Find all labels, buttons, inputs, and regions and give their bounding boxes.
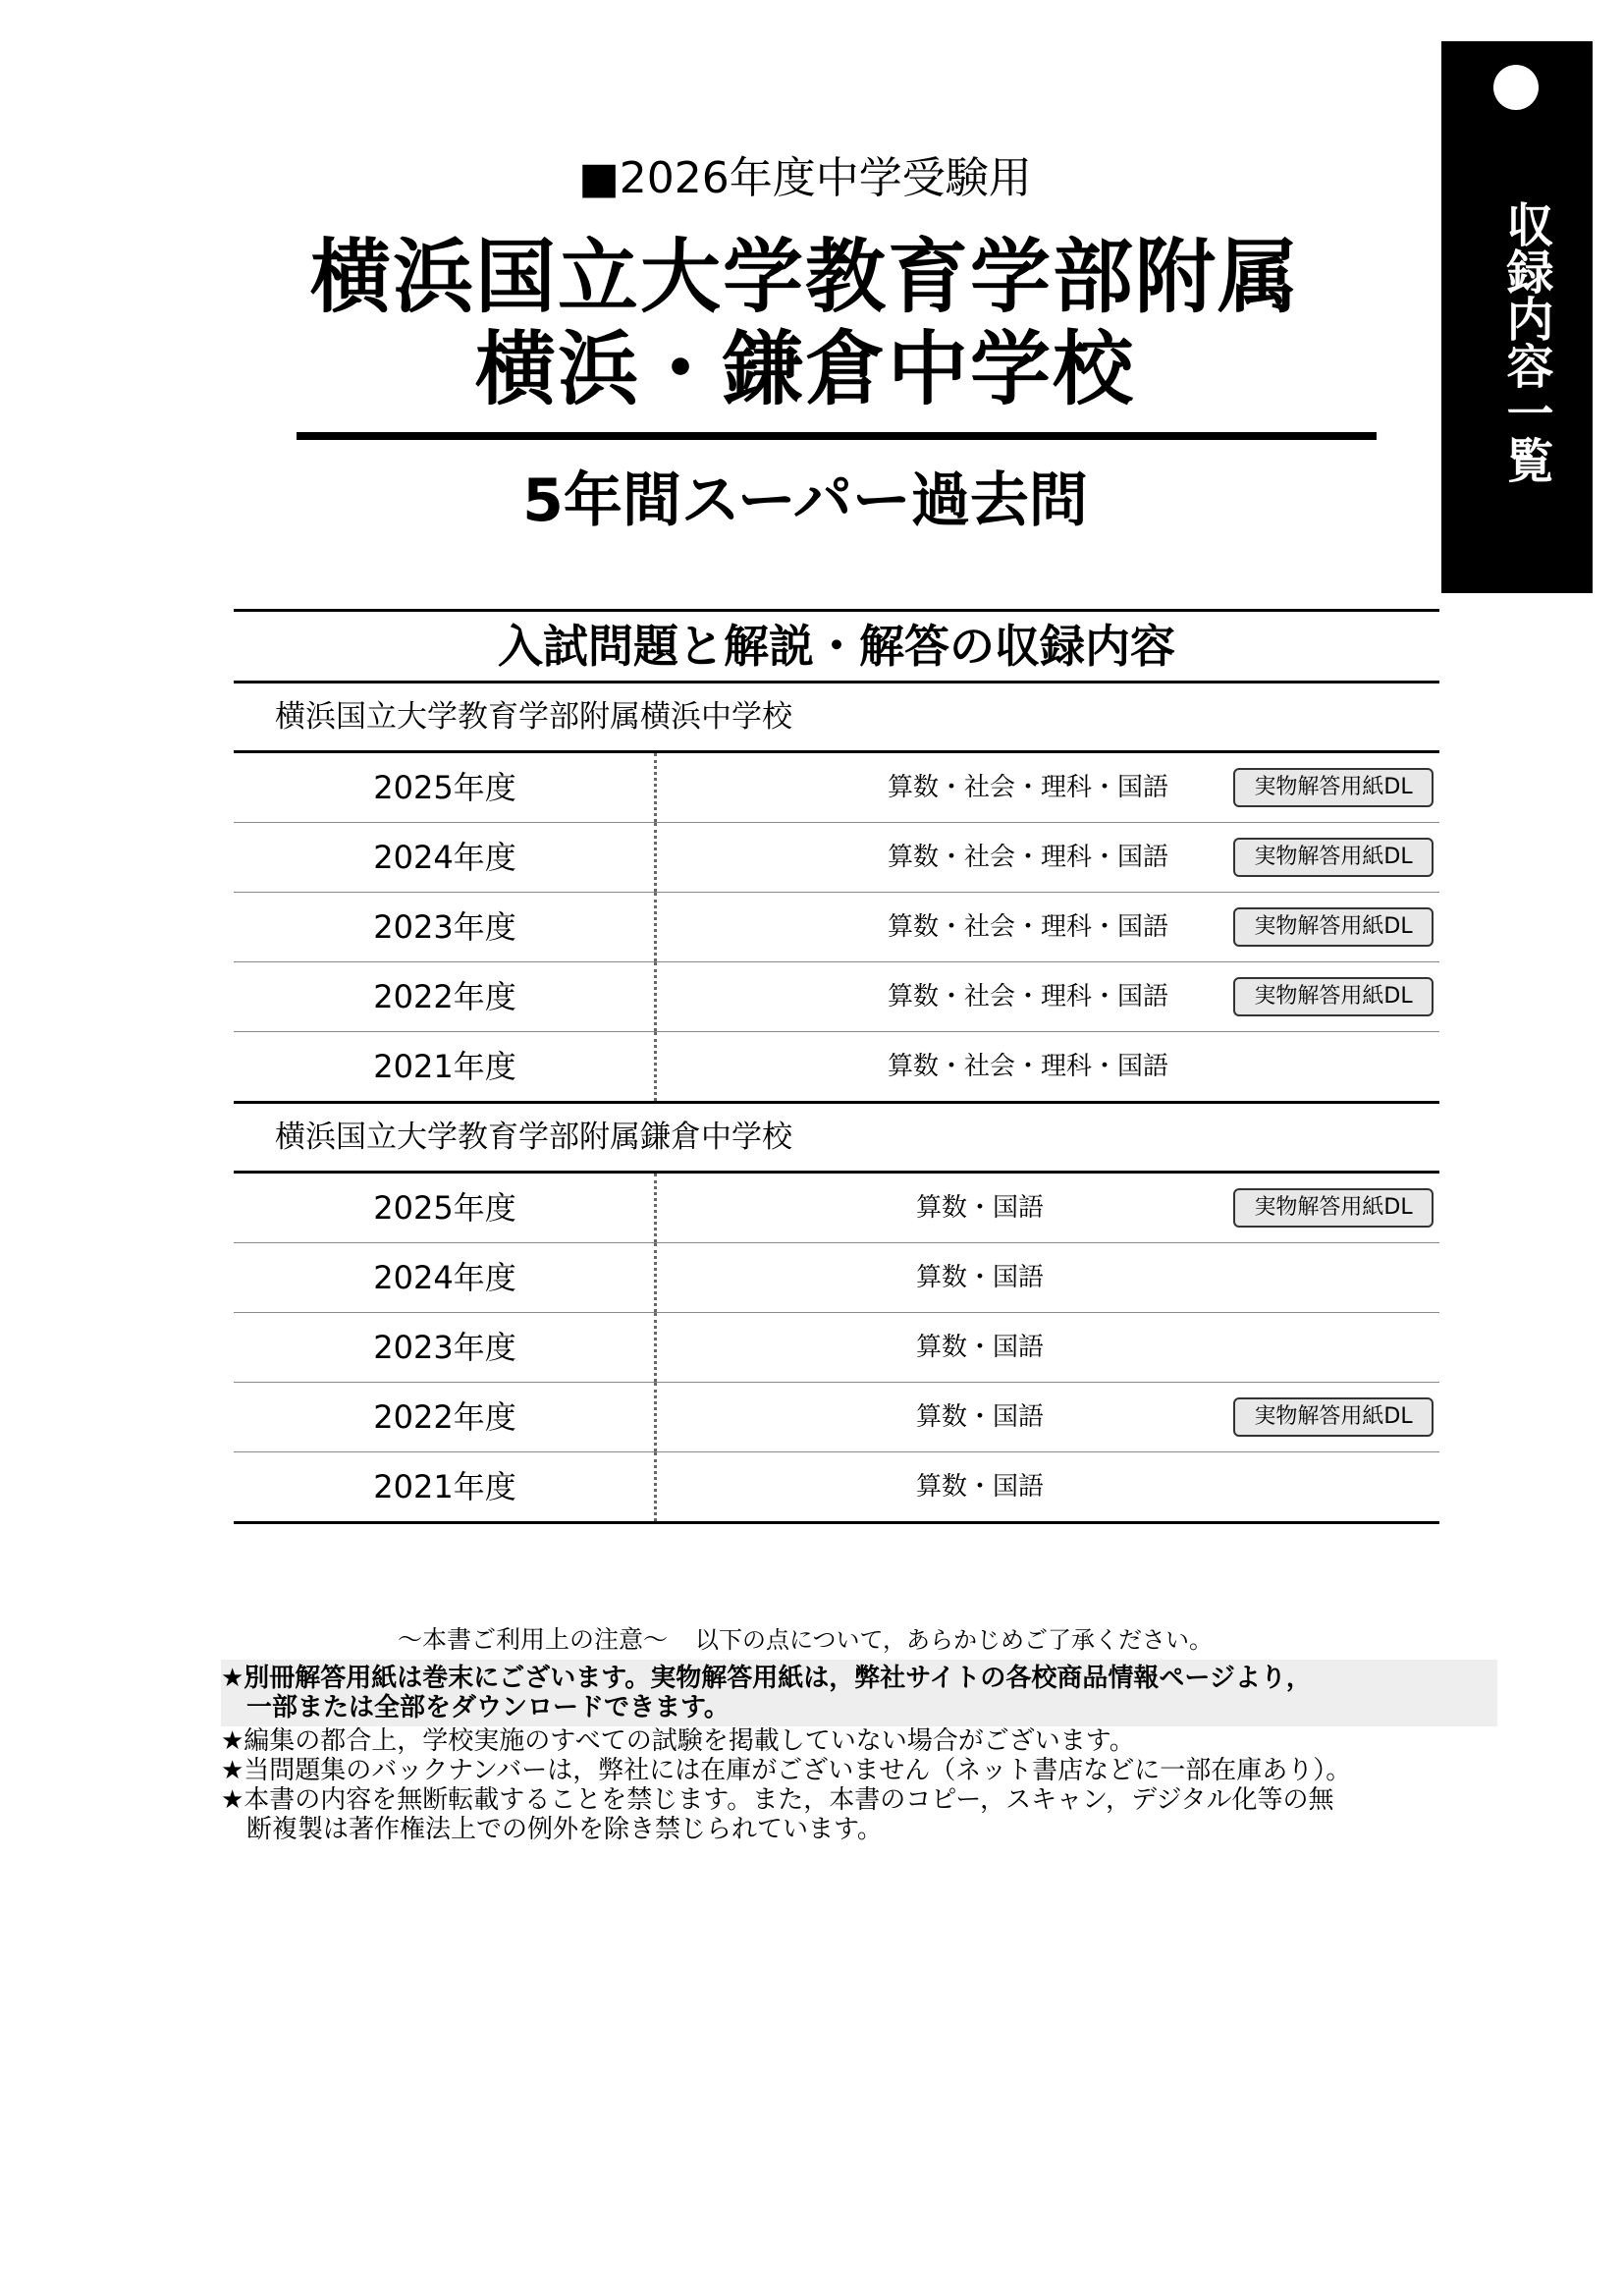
row-subjects: 算数・社会・理科・国語 <box>887 1052 1168 1081</box>
contents-table <box>234 609 1439 1524</box>
dl-badge[interactable]: 実物解答用紙DL <box>1233 907 1434 947</box>
dotted-separator <box>654 1174 657 1242</box>
table-row <box>234 1243 1439 1313</box>
contents-side-tab <box>1441 41 1593 593</box>
dotted-separator <box>654 1243 657 1312</box>
row-year: 2022年度 <box>373 1398 516 1436</box>
row-year: 2025年度 <box>373 1189 516 1227</box>
notes-title <box>221 1620 1497 1660</box>
table-row <box>234 1452 1439 1524</box>
notes-lead: 以下の点について，あらかじめご了承ください。 <box>695 1626 1214 1654</box>
row-subjects: 算数・社会・理科・国語 <box>887 843 1168 872</box>
dotted-separator <box>654 1452 657 1521</box>
title-divider <box>297 432 1377 440</box>
table-row <box>234 1174 1439 1243</box>
row-subjects: 算数・社会・理科・国語 <box>887 773 1168 802</box>
dotted-separator <box>654 1313 657 1382</box>
dotted-separator <box>654 962 657 1031</box>
section-kamakura: 横浜国立大学教育学部附属鎌倉中学校 <box>234 1104 1439 1174</box>
table-row <box>234 753 1439 823</box>
row-year: 2024年度 <box>373 839 516 876</box>
dl-badge[interactable]: 実物解答用紙DL <box>1233 1188 1434 1228</box>
dl-badge[interactable]: 実物解答用紙DL <box>1233 977 1434 1016</box>
dotted-separator <box>654 823 657 892</box>
table-row <box>234 1313 1439 1383</box>
bullet-dot-icon <box>1493 65 1539 110</box>
note-item: ★編集の都合上，学校実施のすべての試験を掲載していない場合がございます。 <box>221 1726 1135 1756</box>
page-title <box>236 232 1375 416</box>
row-year: 2022年度 <box>373 978 516 1015</box>
table-row <box>234 1032 1439 1104</box>
table-caption: 入試問題と解説・解答の収録内容 <box>234 609 1439 683</box>
row-year: 2021年度 <box>373 1048 516 1085</box>
pre-title: ■2026年度中学受験用 <box>578 153 1032 203</box>
row-subjects: 算数・社会・理科・国語 <box>887 912 1168 942</box>
row-year: 2021年度 <box>373 1468 516 1505</box>
row-subjects: 算数・国語 <box>915 1402 1044 1432</box>
note-item: 一部または全部をダウンロードできます。 <box>221 1693 730 1722</box>
title-line-2: 横浜・鎌倉中学校 <box>474 323 1135 416</box>
table-row <box>234 893 1439 962</box>
dotted-separator <box>654 1032 657 1101</box>
row-subjects: 算数・国語 <box>915 1263 1044 1292</box>
subtitle: 5年間スーパー過去問 <box>522 466 1088 535</box>
dotted-separator <box>654 753 657 822</box>
dotted-separator <box>654 1383 657 1451</box>
note-highlight <box>221 1660 1497 1726</box>
dotted-separator <box>654 893 657 961</box>
table-row <box>234 823 1439 893</box>
note-item: ★本書の内容を無断転載することを禁じます。また，本書のコピー，スキャン，デジタル化等の無 <box>221 1785 1334 1815</box>
row-year: 2024年度 <box>373 1259 516 1296</box>
usage-notes <box>221 1620 1497 1844</box>
dl-badge[interactable]: 実物解答用紙DL <box>1233 838 1434 877</box>
table-row <box>234 1383 1439 1452</box>
dl-badge[interactable]: 実物解答用紙DL <box>1233 768 1434 807</box>
note-item: ★当問題集のバックナンバーは，弊社には在庫がございません（ネット書店などに一部在庫あり）。 <box>221 1756 1352 1785</box>
note-item: 断複製は著作権法上での例外を除き禁じられています。 <box>221 1815 883 1844</box>
row-subjects: 算数・国語 <box>915 1193 1044 1223</box>
section-yokohama: 横浜国立大学教育学部附属横浜中学校 <box>234 683 1439 753</box>
row-year: 2023年度 <box>373 908 516 946</box>
side-tab-label: 収録内容一覧 <box>1498 200 1553 483</box>
row-year: 2023年度 <box>373 1329 516 1366</box>
row-subjects: 算数・国語 <box>915 1472 1044 1502</box>
row-subjects: 算数・社会・理科・国語 <box>887 982 1168 1011</box>
table-row <box>234 962 1439 1032</box>
dl-badge[interactable]: 実物解答用紙DL <box>1233 1397 1434 1437</box>
notes-heading: 〜本書ご利用上の注意〜 <box>398 1625 669 1654</box>
row-year: 2025年度 <box>373 769 516 806</box>
title-line-1: 横浜国立大学教育学部附属 <box>309 231 1300 324</box>
note-item: ★別冊解答用紙は巻末にございます。実物解答用紙は，弊社サイトの各校商品情報ページより， <box>221 1664 1312 1693</box>
row-subjects: 算数・国語 <box>915 1333 1044 1362</box>
